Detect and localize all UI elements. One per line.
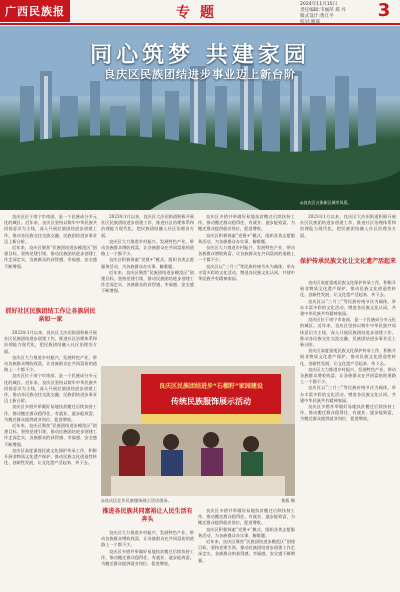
column-2-bottom — [101, 530, 194, 586]
paragraph: 良庆区大力推进乡村振兴，发展特色产业，带动各族群众增收致富，让各族群众在共同富裕的道路上一个都不少。 — [4, 354, 97, 373]
paragraph: 近年来，良庆区聚焦“民族团结进步模范区”创建目标，坚持党建引领，推动民族团结进步创建工作走深走实，各族群众的获得感、幸福感、安全感不断增强。 — [4, 423, 97, 447]
photo-caption-text: ◎良庆区壮乡民族服饰展示活动现场。 — [101, 498, 172, 503]
paragraph: 良庆区位于南宁市南部，是一个民族成分多元化的城区。近年来，良庆区坚持以铸牢中华民族共同体意识为主线，深入开展民族团结进步创建工作，推动各民族交往交流交融，民族团结进步事业迈上新台阶。 — [300, 317, 396, 348]
paragraph: 良庆区积极探索“党建+”模式，组织各类志愿服务活动，为各族群众办实事、解难题。 — [198, 526, 295, 538]
page-number: 3 — [377, 0, 391, 21]
date-line: 2024年11月15日 — [300, 2, 338, 7]
column-4-top — [300, 214, 396, 254]
designer-line: 版式设计:黄江平 — [300, 14, 334, 19]
photo-caption — [101, 498, 295, 504]
headline: 同心筑梦 共建家园 — [90, 43, 310, 68]
paragraph: 2023年1月以来，良庆区大沙田街道积极开展社区民族团结进步创建工作，推进社区治理体系和治理能力现代化，把民族团结融入社区治理各方面。 — [4, 330, 97, 354]
column-3 — [198, 214, 295, 362]
paragraph: 近年来，良庆区聚焦“民族团结进步模范区”创建目标，坚持党建引领，推动民族团结进步创建工作走深走实，各族群众的获得感、幸福感、安全感不断增强。 — [4, 245, 97, 269]
activity-illustration — [101, 366, 295, 496]
banner-text-mid: 传统民族服饰展示活动 — [171, 397, 251, 406]
photo-credit: 黄燕 摄 — [281, 498, 295, 503]
paragraph: 良庆区以“三月三”等民族传统节庆为载体，举办丰富多彩的文化活动，增进各民族文化认同，共建中华民族共有精神家园。 — [198, 263, 295, 282]
paragraph: 近年来，良庆区聚焦“民族团结进步模范区”创建目标，坚持党建引领，推动民族团结进步创建工作走深走实，各族群众的获得感、幸福感、安全感不断增强。 — [101, 269, 194, 294]
paragraph: 良庆区高度重视民族文化保护传承工作，积极开展非物质文化遗产保护，推动民族文化创造性转化、创新性发展，让文化遗产活起来、传下去。 — [300, 280, 396, 298]
paragraph: 良庆区以“三月三”等民族传统节庆为载体，举办丰富多彩的文化活动，增进各民族文化认同，共建中华民族共有精神家园。 — [300, 298, 396, 317]
column-1-top — [4, 214, 97, 302]
column-2 — [101, 214, 194, 362]
paragraph: 2023年1月以来，良庆区大沙田街道积极开展社区民族团结进步创建工作，推进社区治理体系和治理能力现代化，把民族团结融入社区治理各方面。 — [300, 214, 396, 238]
paragraph: 良庆区大力推进乡村振兴，发展特色产业，带动各族群众增收致富，让各族群众在共同富裕的道路上一个都不少。 — [198, 245, 295, 263]
column-3-bottom — [198, 508, 295, 586]
paper-name-badge — [0, 0, 70, 22]
masthead-info — [300, 2, 368, 22]
paragraph: 良庆区大力推进乡村振兴，发展特色产业，带动各族群众增收致富，让各族群众在共同富裕的道路上一个都不少。 — [300, 366, 396, 385]
paragraph: 良庆区高度重视民族文化保护传承工作，积极开展非物质文化遗产保护，推动民族文化创造性转化、创新性发展，让文化遗产活起来、传下去。 — [4, 447, 97, 466]
paragraph: 良庆区大力推进乡村振兴，发展特色产业，带动各族群众增收致富，让各族群众在共同富裕的道路上一个都不少。 — [101, 530, 194, 548]
paragraph: 良庆区积极探索“党建+”模式，组织各类志愿服务活动，为各族群众办实事、解难题。 — [198, 232, 295, 244]
paragraph: 良庆区位于南宁市南部，是一个民族成分多元化的城区。近年来，良庆区坚持以铸牢中华民族共同体意识为主线，深入开展民族团结进步创建工作，推动各民族交往交流交融，民族团结进步事业迈上新台阶。 — [4, 214, 97, 244]
paper-name: 广西民族报 — [5, 5, 65, 18]
paragraph: 良庆区多措并举做好易地扶贫搬迁后续扶持工作，推动搬迁群众稳得住、有就业、逐步能致富，为搬迁群众提供就业岗位，促进增收。 — [198, 508, 295, 526]
paragraph: 良庆区大力推进乡村振兴，发展特色产业，带动各族群众增收致富，让各族群众在共同富裕的道路上一个都不少。 — [101, 238, 194, 257]
paragraph: 良庆区多措并举做好易地扶贫搬迁后续扶持工作，推动搬迁群众稳得住、有就业、逐步能致富，为搬迁群众提供就业岗位，促进增收。 — [4, 404, 97, 422]
subhead-common-prosperity: 推进各民族共同富裕让人民生活有奔头 — [102, 508, 193, 523]
hero-caption: ◎良庆区五象新区城市风景。 — [300, 200, 352, 205]
column-4-bottom — [300, 280, 396, 586]
activity-photo — [101, 366, 295, 496]
banner-text-top: 良庆区民族团结进步“石榴籽”家园建设 — [159, 383, 263, 390]
paragraph: 2023年1月以来，良庆区大沙田街道积极开展社区民族团结进步创建工作，推进社区治理体系和治理能力现代化，把民族团结融入社区治理各方面。 — [101, 214, 194, 238]
masthead-rule — [0, 23, 400, 25]
subhead-culture-heritage: 保护传承民族文化让文化遗产活起来 — [300, 258, 397, 265]
paragraph: 良庆区位于南宁市南部，是一个民族成分多元化的城区。近年来，良庆区坚持以铸牢中华民族共同体意识为主线，深入开展民族团结进步创建工作，推动各民族交往交流交融，民族团结进步事业迈上新台阶。 — [4, 373, 97, 404]
subheadline: 良庆区民族团结进步事业迈上新台阶 — [104, 68, 296, 81]
paragraph: 良庆区以“三月三”等民族传统节庆为载体，举办丰富多彩的文化活动，增进各民族文化认同，共建中华民族共有精神家园。 — [300, 385, 396, 403]
paragraph: 近年来，良庆区聚焦“民族团结进步模范区”创建目标，坚持党建引领，推动民族团结进步创建工作走深走实，各族群众的获得感、幸福感、安全感不断增强。 — [198, 539, 295, 563]
paragraph: 良庆区积极探索“党建+”模式，组织各类志愿服务活动，为各族群众办实事、解难题。 — [101, 257, 194, 269]
subhead-community-work: 抓好社区民族团结工作让各族居民亲如一家 — [5, 308, 96, 323]
paragraph: 良庆区多措并举做好易地扶贫搬迁后续扶持工作，推动搬迁群众稳得住、有就业、逐步能致富，为搬迁群众提供就业岗位，促进增收。 — [300, 404, 396, 422]
section-title: 专题 — [176, 5, 224, 21]
column-1-bottom — [4, 330, 97, 586]
paragraph: 良庆区多措并举做好易地扶贫搬迁后续扶持工作，推动搬迁群众稳得住、有就业、逐步能致富，为搬迁群众提供就业岗位，促进增收。 — [101, 548, 194, 567]
paragraph: 良庆区高度重视民族文化保护传承工作，积极开展非物质文化遗产保护，推动民族文化创造性转化、创新性发展，让文化遗产活起来、传下去。 — [300, 348, 396, 366]
paragraph: 良庆区多措并举做好易地扶贫搬迁后续扶持工作，推动搬迁群众稳得住、有就业、逐步能致富，为搬迁群众提供就业岗位，促进增收。 — [198, 214, 295, 232]
editors-line: 责任编辑:韦丽萍 郑 丹 — [300, 8, 346, 13]
